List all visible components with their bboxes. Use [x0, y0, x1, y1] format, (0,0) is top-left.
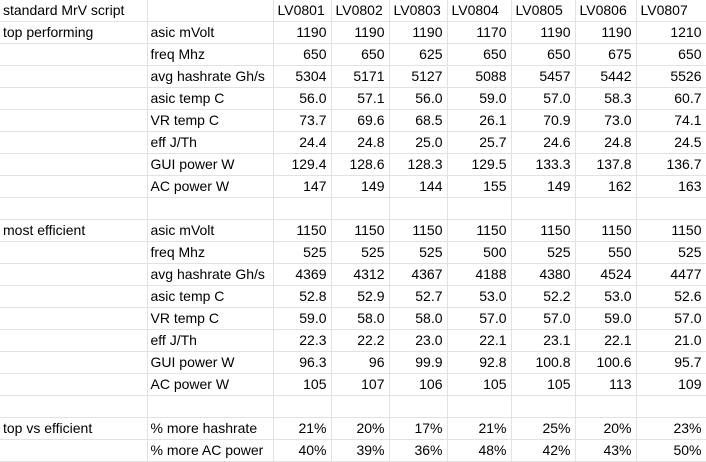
blank-row [0, 396, 706, 418]
value-cell[interactable]: 4380 [511, 264, 575, 286]
value-cell[interactable]: 128.6 [331, 154, 389, 176]
value-cell[interactable]: 107 [331, 374, 389, 396]
value-cell[interactable]: 149 [331, 176, 389, 198]
metric-label-cell[interactable]: asic temp C [147, 88, 273, 110]
value-cell[interactable]: 22.3 [273, 330, 331, 352]
table-row [0, 176, 706, 198]
value-cell[interactable]: 99.9 [389, 352, 447, 374]
value-cell[interactable]: 525 [636, 242, 706, 264]
empty-cell[interactable] [447, 396, 511, 418]
value-cell[interactable]: 36% [389, 440, 447, 462]
metric-label-cell[interactable]: freq Mhz [147, 44, 273, 66]
value-cell[interactable]: 43% [575, 440, 636, 462]
value-cell[interactable]: 74.1 [636, 110, 706, 132]
value-cell[interactable]: 21% [273, 418, 331, 440]
table-row [0, 88, 706, 110]
value-cell[interactable]: 136.7 [636, 154, 706, 176]
empty-cell[interactable] [389, 198, 447, 220]
empty-cell[interactable] [0, 374, 147, 396]
value-cell[interactable]: 5127 [389, 66, 447, 88]
value-cell[interactable]: 24.4 [273, 132, 331, 154]
value-cell[interactable]: 57.0 [447, 308, 511, 330]
empty-cell[interactable] [273, 396, 331, 418]
value-cell[interactable]: 162 [575, 176, 636, 198]
table-row [0, 22, 706, 44]
empty-cell[interactable] [636, 396, 706, 418]
empty-cell[interactable] [0, 286, 147, 308]
table-row [0, 242, 706, 264]
column-header-cell[interactable]: LV0805 [511, 0, 575, 22]
value-cell[interactable]: 24.8 [331, 132, 389, 154]
value-cell[interactable]: 137.8 [575, 154, 636, 176]
value-cell[interactable]: 650 [447, 44, 511, 66]
value-cell[interactable]: 73.7 [273, 110, 331, 132]
empty-cell[interactable] [331, 198, 389, 220]
empty-cell[interactable] [575, 198, 636, 220]
value-cell[interactable]: 1150 [331, 220, 389, 242]
value-cell[interactable]: 40% [273, 440, 331, 462]
value-cell[interactable]: 56.0 [389, 88, 447, 110]
metric-label-cell[interactable]: avg hashrate Gh/s [147, 66, 273, 88]
empty-cell[interactable] [0, 88, 147, 110]
value-cell[interactable]: 5442 [575, 66, 636, 88]
value-cell[interactable]: 20% [331, 418, 389, 440]
metric-label-cell[interactable]: asic mVolt [147, 22, 273, 44]
empty-cell[interactable] [0, 110, 147, 132]
value-cell[interactable]: 4477 [636, 264, 706, 286]
value-cell[interactable]: 1190 [575, 22, 636, 44]
sheet-title-cell[interactable]: standard MrV script [0, 0, 147, 22]
table-row [0, 418, 706, 440]
value-cell[interactable]: 53.0 [575, 286, 636, 308]
value-cell[interactable]: 650 [511, 44, 575, 66]
value-cell[interactable]: 25.7 [447, 132, 511, 154]
value-cell[interactable]: 1170 [447, 22, 511, 44]
value-cell[interactable]: 1190 [389, 22, 447, 44]
blank-row [0, 198, 706, 220]
value-cell[interactable]: 100.6 [575, 352, 636, 374]
value-cell[interactable]: 59.0 [447, 88, 511, 110]
value-cell[interactable]: 4369 [273, 264, 331, 286]
value-cell[interactable]: 4312 [331, 264, 389, 286]
value-cell[interactable]: 5171 [331, 66, 389, 88]
empty-cell[interactable] [0, 308, 147, 330]
value-cell[interactable]: 52.8 [273, 286, 331, 308]
value-cell[interactable]: 155 [447, 176, 511, 198]
value-cell[interactable]: 5457 [511, 66, 575, 88]
column-header-cell[interactable]: LV0803 [389, 0, 447, 22]
empty-cell[interactable] [0, 132, 147, 154]
value-cell[interactable]: 92.8 [447, 352, 511, 374]
empty-cell[interactable] [0, 154, 147, 176]
value-cell[interactable]: 52.9 [331, 286, 389, 308]
table-row [0, 330, 706, 352]
value-cell[interactable]: 129.5 [447, 154, 511, 176]
value-cell[interactable]: 1150 [389, 220, 447, 242]
value-cell[interactable]: 500 [447, 242, 511, 264]
empty-cell[interactable] [273, 198, 331, 220]
value-cell[interactable]: 50% [636, 440, 706, 462]
value-cell[interactable]: 147 [273, 176, 331, 198]
value-cell[interactable]: 58.0 [389, 308, 447, 330]
empty-cell[interactable] [0, 330, 147, 352]
value-cell[interactable]: 1210 [636, 22, 706, 44]
value-cell[interactable]: 100.8 [511, 352, 575, 374]
value-cell[interactable]: 60.7 [636, 88, 706, 110]
value-cell[interactable]: 21.0 [636, 330, 706, 352]
value-cell[interactable]: 1190 [511, 22, 575, 44]
metric-label-cell[interactable]: GUI power W [147, 154, 273, 176]
table-row [0, 220, 706, 242]
value-cell[interactable]: 5088 [447, 66, 511, 88]
section-name-cell[interactable]: top vs efficient [0, 418, 147, 440]
value-cell[interactable]: 23.1 [511, 330, 575, 352]
empty-cell[interactable] [511, 396, 575, 418]
empty-cell[interactable] [0, 176, 147, 198]
empty-cell[interactable] [147, 0, 273, 22]
value-cell[interactable]: 23% [636, 418, 706, 440]
value-cell[interactable]: 57.0 [511, 88, 575, 110]
metric-label-cell[interactable]: VR temp C [147, 110, 273, 132]
value-cell[interactable]: 22.1 [447, 330, 511, 352]
empty-cell[interactable] [0, 264, 147, 286]
value-cell[interactable]: 96.3 [273, 352, 331, 374]
metric-label-cell[interactable]: AC power W [147, 176, 273, 198]
table-row [0, 154, 706, 176]
value-cell[interactable]: 57.1 [331, 88, 389, 110]
empty-cell[interactable] [0, 352, 147, 374]
value-cell[interactable]: 25.0 [389, 132, 447, 154]
column-header-cell[interactable]: LV0801 [273, 0, 331, 22]
table-row [0, 44, 706, 66]
value-cell[interactable]: 57.0 [511, 308, 575, 330]
value-cell[interactable]: 52.7 [389, 286, 447, 308]
value-cell[interactable]: 59.0 [575, 308, 636, 330]
value-cell[interactable]: 17% [389, 418, 447, 440]
empty-cell[interactable] [636, 198, 706, 220]
value-cell[interactable]: 24.6 [511, 132, 575, 154]
value-cell[interactable]: 5526 [636, 66, 706, 88]
column-header-cell[interactable]: LV0806 [575, 0, 636, 22]
metric-label-cell[interactable]: AC power W [147, 374, 273, 396]
value-cell[interactable]: 58.3 [575, 88, 636, 110]
empty-cell[interactable] [0, 44, 147, 66]
value-cell[interactable]: 525 [273, 242, 331, 264]
value-cell[interactable]: 25% [511, 418, 575, 440]
value-cell[interactable]: 58.0 [331, 308, 389, 330]
value-cell[interactable]: 59.0 [273, 308, 331, 330]
value-cell[interactable]: 650 [636, 44, 706, 66]
column-header-cell[interactable]: LV0807 [636, 0, 706, 22]
value-cell[interactable]: 105 [447, 374, 511, 396]
value-cell[interactable]: 42% [511, 440, 575, 462]
value-cell[interactable]: 1150 [447, 220, 511, 242]
value-cell[interactable]: 20% [575, 418, 636, 440]
empty-cell[interactable] [575, 396, 636, 418]
value-cell[interactable]: 128.3 [389, 154, 447, 176]
value-cell[interactable]: 21% [447, 418, 511, 440]
header-row [0, 0, 706, 22]
value-cell[interactable]: 525 [389, 242, 447, 264]
metric-label-cell[interactable]: GUI power W [147, 352, 273, 374]
value-cell[interactable]: 1150 [636, 220, 706, 242]
value-cell[interactable]: 1190 [331, 22, 389, 44]
value-cell[interactable]: 39% [331, 440, 389, 462]
value-cell[interactable]: 550 [575, 242, 636, 264]
value-cell[interactable]: 129.4 [273, 154, 331, 176]
value-cell[interactable]: 675 [575, 44, 636, 66]
empty-cell[interactable] [0, 396, 147, 418]
metric-label-cell[interactable]: asic temp C [147, 286, 273, 308]
value-cell[interactable]: 650 [273, 44, 331, 66]
value-cell[interactable]: 1190 [273, 22, 331, 44]
value-cell[interactable]: 23.0 [389, 330, 447, 352]
value-cell[interactable]: 53.0 [447, 286, 511, 308]
value-cell[interactable]: 525 [511, 242, 575, 264]
section-name-cell[interactable]: most efficient [0, 220, 147, 242]
empty-cell[interactable] [147, 198, 273, 220]
value-cell[interactable]: 52.6 [636, 286, 706, 308]
value-cell[interactable]: 1150 [273, 220, 331, 242]
value-cell[interactable]: 525 [331, 242, 389, 264]
value-cell[interactable]: 22.1 [575, 330, 636, 352]
table-row [0, 440, 706, 462]
empty-cell[interactable] [0, 242, 147, 264]
value-cell[interactable]: 73.0 [575, 110, 636, 132]
value-cell[interactable]: 56.0 [273, 88, 331, 110]
value-cell[interactable]: 57.0 [636, 308, 706, 330]
metric-label-cell[interactable]: % more hashrate [147, 418, 273, 440]
value-cell[interactable]: 5304 [273, 66, 331, 88]
value-cell[interactable]: 68.5 [389, 110, 447, 132]
empty-cell[interactable] [331, 396, 389, 418]
value-cell[interactable]: 24.5 [636, 132, 706, 154]
value-cell[interactable]: 26.1 [447, 110, 511, 132]
value-cell[interactable]: 650 [331, 44, 389, 66]
value-cell[interactable]: 1150 [575, 220, 636, 242]
table-row [0, 110, 706, 132]
value-cell[interactable]: 24.8 [575, 132, 636, 154]
empty-cell[interactable] [147, 396, 273, 418]
column-header-cell[interactable]: LV0802 [331, 0, 389, 22]
value-cell[interactable]: 22.2 [331, 330, 389, 352]
value-cell[interactable]: 4188 [447, 264, 511, 286]
metric-label-cell[interactable]: VR temp C [147, 308, 273, 330]
value-cell[interactable]: 625 [389, 44, 447, 66]
value-cell[interactable]: 48% [447, 440, 511, 462]
metric-label-cell[interactable]: avg hashrate Gh/s [147, 264, 273, 286]
value-cell[interactable]: 163 [636, 176, 706, 198]
value-cell[interactable]: 4367 [389, 264, 447, 286]
metric-label-cell[interactable]: eff J/Th [147, 330, 273, 352]
empty-cell[interactable] [0, 66, 147, 88]
empty-cell[interactable] [511, 198, 575, 220]
metric-label-cell[interactable]: freq Mhz [147, 242, 273, 264]
value-cell[interactable]: 144 [389, 176, 447, 198]
metric-label-cell[interactable]: eff J/Th [147, 132, 273, 154]
empty-cell[interactable] [0, 198, 147, 220]
metric-label-cell[interactable]: % more AC power [147, 440, 273, 462]
empty-cell[interactable] [447, 198, 511, 220]
value-cell[interactable]: 70.9 [511, 110, 575, 132]
column-header-cell[interactable]: LV0804 [447, 0, 511, 22]
empty-cell[interactable] [0, 440, 147, 462]
table-row [0, 352, 706, 374]
section-name-cell[interactable]: top performing [0, 22, 147, 44]
value-cell[interactable]: 113 [575, 374, 636, 396]
table-row [0, 264, 706, 286]
table-row [0, 66, 706, 88]
value-cell[interactable]: 109 [636, 374, 706, 396]
value-cell[interactable]: 106 [389, 374, 447, 396]
empty-cell[interactable] [389, 396, 447, 418]
table-row [0, 374, 706, 396]
table-row [0, 286, 706, 308]
value-cell[interactable]: 69.6 [331, 110, 389, 132]
value-cell[interactable]: 105 [273, 374, 331, 396]
value-cell[interactable]: 105 [511, 374, 575, 396]
table-row [0, 308, 706, 330]
table-row [0, 132, 706, 154]
value-cell[interactable]: 149 [511, 176, 575, 198]
value-cell[interactable]: 1150 [511, 220, 575, 242]
value-cell[interactable]: 95.7 [636, 352, 706, 374]
metric-label-cell[interactable]: asic mVolt [147, 220, 273, 242]
value-cell[interactable]: 52.2 [511, 286, 575, 308]
value-cell[interactable]: 96 [331, 352, 389, 374]
value-cell[interactable]: 133.3 [511, 154, 575, 176]
value-cell[interactable]: 4524 [575, 264, 636, 286]
